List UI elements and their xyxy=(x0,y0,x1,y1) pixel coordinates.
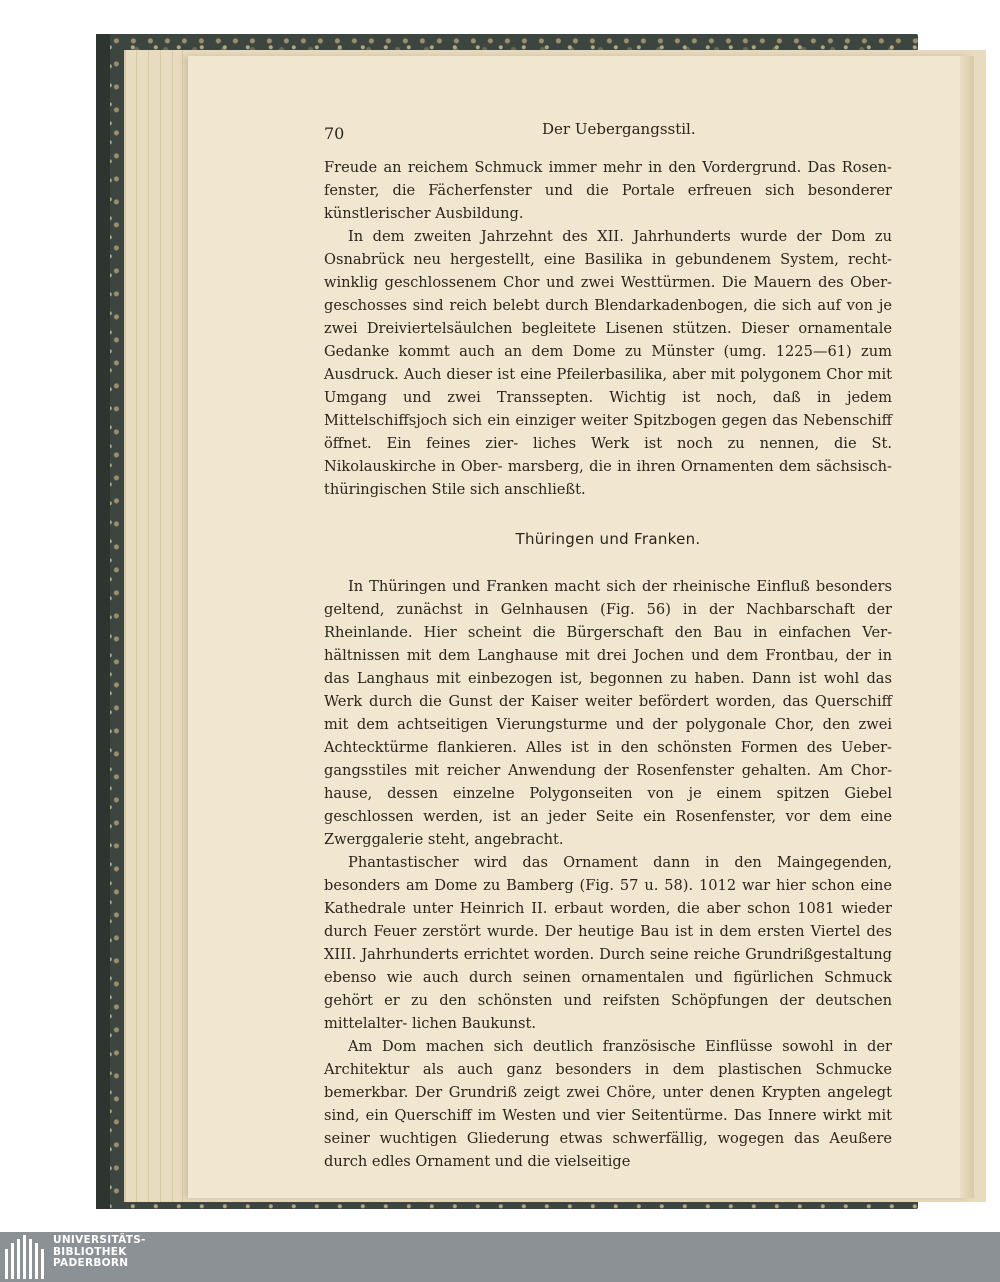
page-text xyxy=(324,118,892,1173)
library-logo-text xyxy=(53,1235,146,1270)
barcode-columns-icon xyxy=(3,1235,47,1279)
paragraph: Freude an reichem Schmuck immer mehr in den Vordergrund. Das Rosen- fenster, die Fächerfenster und die Portale erfreuen sich besonderer künstlerischer Ausbildung. xyxy=(324,159,892,222)
running-title: Der Uebergangsstil. xyxy=(542,120,696,138)
page-header xyxy=(324,118,892,144)
paragraph: Phantastischer wird das Ornament dann in den Maingegenden, besonders am Dome zu Bamberg (Fig. 57 u. 58). 1012 war hier schon eine Kathedrale unter Heinrich II. erbaut worden, die aber schon 1081 wieder durch Feuer zerstört wurde. Der heutige Bau ist in dem ersten Viertel des XIII. Jahrhunderts errichtet worden. Durch seine reiche Grundrißgestaltung ebenso wie auch durch seinen ornamentalen und figürlichen Schmuck gehört er zu den schönsten und reifsten Schöpfungen der deutschen mittelalter- lichen Baukunst. xyxy=(324,854,892,1032)
page-edge-shade xyxy=(960,56,974,1198)
paragraph: In dem zweiten Jahrzehnt des XII. Jahrhunderts wurde der Dom zu Osnabrück neu hergestellt, eine Basilika in gebundenem System, recht- winklig geschlossenem Chor und zwei Westtürmen. Die Mauern des Ober- geschosses sind reich belebt durch Blendarkadenbogen, die sich auf von je zwei Dreiviertelsäulchen begleitete Lisenen stützen. Dieser ornamentale Gedanke kommt auch an dem Dome zu Münster (umg. 1225—61) zum Ausdruck. Auch dieser ist eine Pfeilerbasilika, aber mit polygonem Chor mit Umgang und zwei Transsepten. Wichtig ist noch, daß in jedem Mittelschiffsjoch sich ein einziger weiter Spitzbogen gegen das Nebenschiff öffnet. Ein feines zier- liches Werk ist noch zu nennen, die St. Nikolauskirche in Ober- marsberg, die in ihren Ornamenten dem sächsisch-thüringischen Stile sich anschließt. xyxy=(324,228,892,498)
paragraph: Am Dom machen sich deutlich französische Einflüsse sowohl in der Architektur als auch ganz besonders in dem plastischen Schmucke bemerkbar. Der Grundriß zeigt zwei Chöre, unter denen Krypten angelegt sind, ein Querschiff im Westen und vier Seitentürme. Das Innere wirkt mit seiner wuchtigen Gliederung etwas schwerfällig, wogegen das Aeußere durch edles Ornament und die vielseitige xyxy=(324,1038,892,1170)
logo-line: UNIVERSITÄTS- xyxy=(53,1234,146,1246)
section-heading: Thüringen und Franken. xyxy=(515,530,701,548)
logo-line: BIBLIOTHEK xyxy=(53,1245,127,1258)
library-footer-bar xyxy=(0,1232,1000,1282)
logo-line: PADERBORN xyxy=(53,1257,129,1269)
book-spine-edge xyxy=(96,34,110,1209)
page-number: 70 xyxy=(324,124,345,143)
paragraph: In Thüringen und Franken macht sich der rheinische Einfluß besonders geltend, zunächst in Gelnhausen (Fig. 56) in der Nachbarschaft der Rheinlande. Hier scheint die Bürgerschaft den Bau in einfachen Ver- hältnissen mit dem Langhause mit drei Jochen und dem Frontbau, der in das Langhaus mit einbezogen ist, begonnen zu haben. Dann ist wohl das Werk durch die Gunst der Kaiser weiter befördert worden, das Querschiff mit dem achtseitigen Vierungsturme und der polygonale Chor, den zwei Achtecktürme flankieren. Alles ist in den schönsten Formen des Ueber- gangsstiles mit reicher Anwendung der Rosenfenster gehalten. Am Chor- hause, dessen einzelne Polygonseiten von je einem spitzen Giebel geschlossen werden, ist an jeder Seite ein Rosenfenster, vor dem eine Zwerggalerie steht, angebracht. xyxy=(324,578,892,848)
